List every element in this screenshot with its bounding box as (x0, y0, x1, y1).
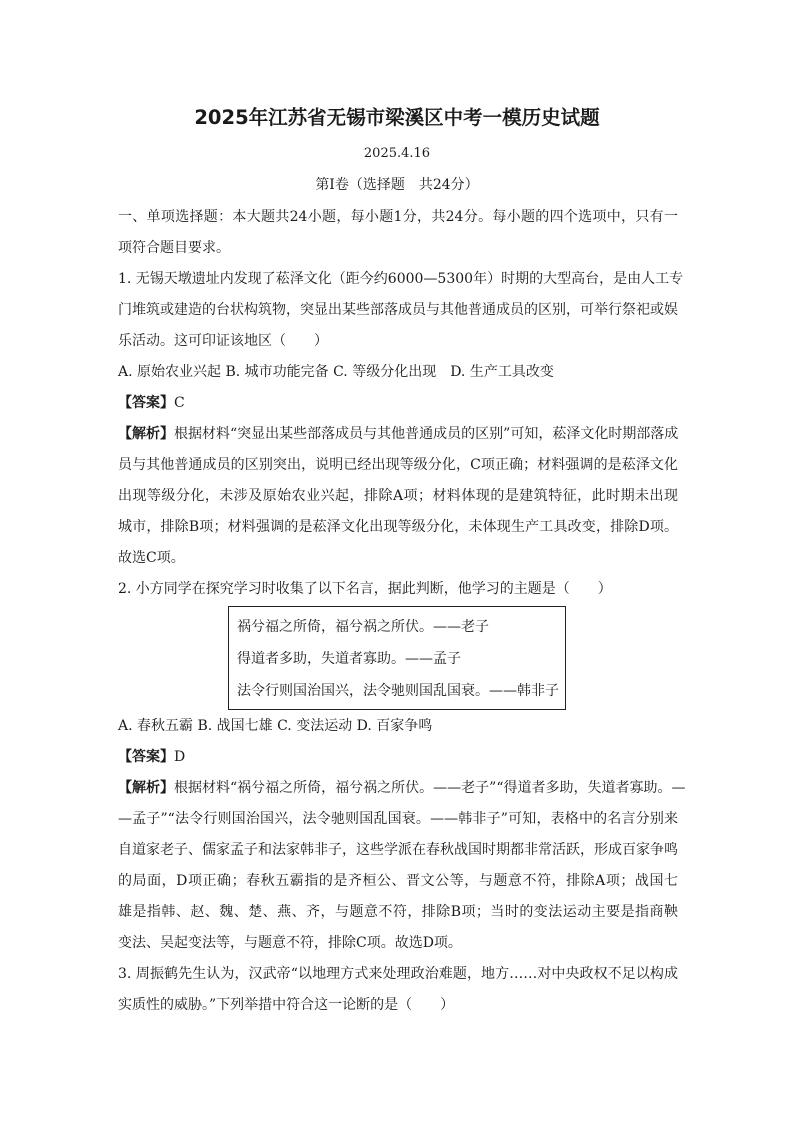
question-2-stem: 2. 小方同学在探究学习时收集了以下名言，据此判断，他学习的主题是（ ） (118, 581, 612, 597)
quotes-box (228, 606, 566, 710)
question-2-options: A. 春秋五霸 B. 战国七雄 C. 变法运动 D. 百家争鸣 (118, 718, 433, 734)
question-2-analysis: 【解析】根据材料“祸兮福之所倚，福兮祸之所伏。——老子”“得道者多助，失道者寡助。— —孟子”“法令行则国治国兴，法令驰则国乱国衰。——韩非子”可知，表格中的名言分别来 自道家老子、儒家孟子和法家韩非子，这些学派在春秋战国时期都非常活跃，形成百家争鸣 的局面，D项正确；春秋五霸指的是齐桓公、晋文公等，与题意不符，排除A项；战国七 雄是指韩、赵、魏、楚、燕、齐，与题意不符，排除B项；当时的变法运动主要是指商鞅 变法、吴起变法等，与题意不符，排除C项。故选D项。 (118, 780, 686, 951)
question-1-options: A. 原始农业兴起 B. 城市功能完备 C. 等级分化出现 D. 生产工具改变 (118, 364, 554, 380)
analysis-label: 【解析】 (118, 780, 174, 796)
question-1-answer (118, 388, 678, 419)
analysis-label: 【解析】 (118, 426, 174, 442)
answer-label: 【答案】 (118, 749, 174, 765)
instructions-line: 一、单项选择题：本大题共24小题，每小题1分，共24分。每小题的四个选项中，只有一 (118, 209, 678, 225)
answer-value: D (174, 749, 186, 765)
answer-label: 【答案】 (118, 395, 174, 411)
question-1-stem (118, 264, 684, 357)
question-2-answer (118, 742, 678, 773)
question-line: 门堆筑或建造的台状构筑物，突显出某些部落成员与其他普通成员的区别，可举行祭祀或娱 (118, 302, 678, 318)
instructions (118, 202, 678, 264)
quote-line: 祸兮福之所倚，福兮祸之所伏。——老子 (237, 619, 489, 635)
page-title: 2025年江苏省无锡市梁溪区中考一模历史试题 (194, 106, 600, 129)
question-3-stem: 3. 周振鹤先生认为，汉武帝“以地理方式来处理政治难题，地方……对中央政权不足以构成 实质性的威胁。”下列举措中符合这一论断的是（ ） (118, 966, 678, 1013)
quote-line: 法令行则国治国兴，法令驰则国乱国衰。——韩非子 (237, 683, 559, 699)
question-line: 1. 无锡天墩遗址内发现了菘泽文化（距今约6000—5300年）时期的大型高台，是由人工专 (118, 271, 684, 287)
question-line: 乐活动。这可印证该地区（ ） (118, 333, 328, 349)
question-1-analysis: 【解析】根据材料“突显出某些部落成员与其他普通成员的区别”可知，菘泽文化时期部落成 员与其他普通成员的区别突出，说明已经出现等级分化，C项正确；材料强调的是菘泽文化 出现等级分化，未涉及原始农业兴起，排除A项；材料体现的是建筑特征，此时期未出现 城市，排除B项；材料强调的是菘泽文化出现等级分化，未体现生产工具改变，排除D项。 故选C项。 (118, 426, 679, 566)
quote-line: 得道者多助，失道者寡助。——孟子 (237, 651, 461, 667)
instructions-line: 项符合题目要求。 (118, 240, 230, 256)
volume-heading: 第Ⅰ卷（选择题 共24分） (315, 177, 479, 193)
answer-value: C (174, 395, 185, 411)
exam-date: 2025.4.16 (363, 146, 431, 161)
